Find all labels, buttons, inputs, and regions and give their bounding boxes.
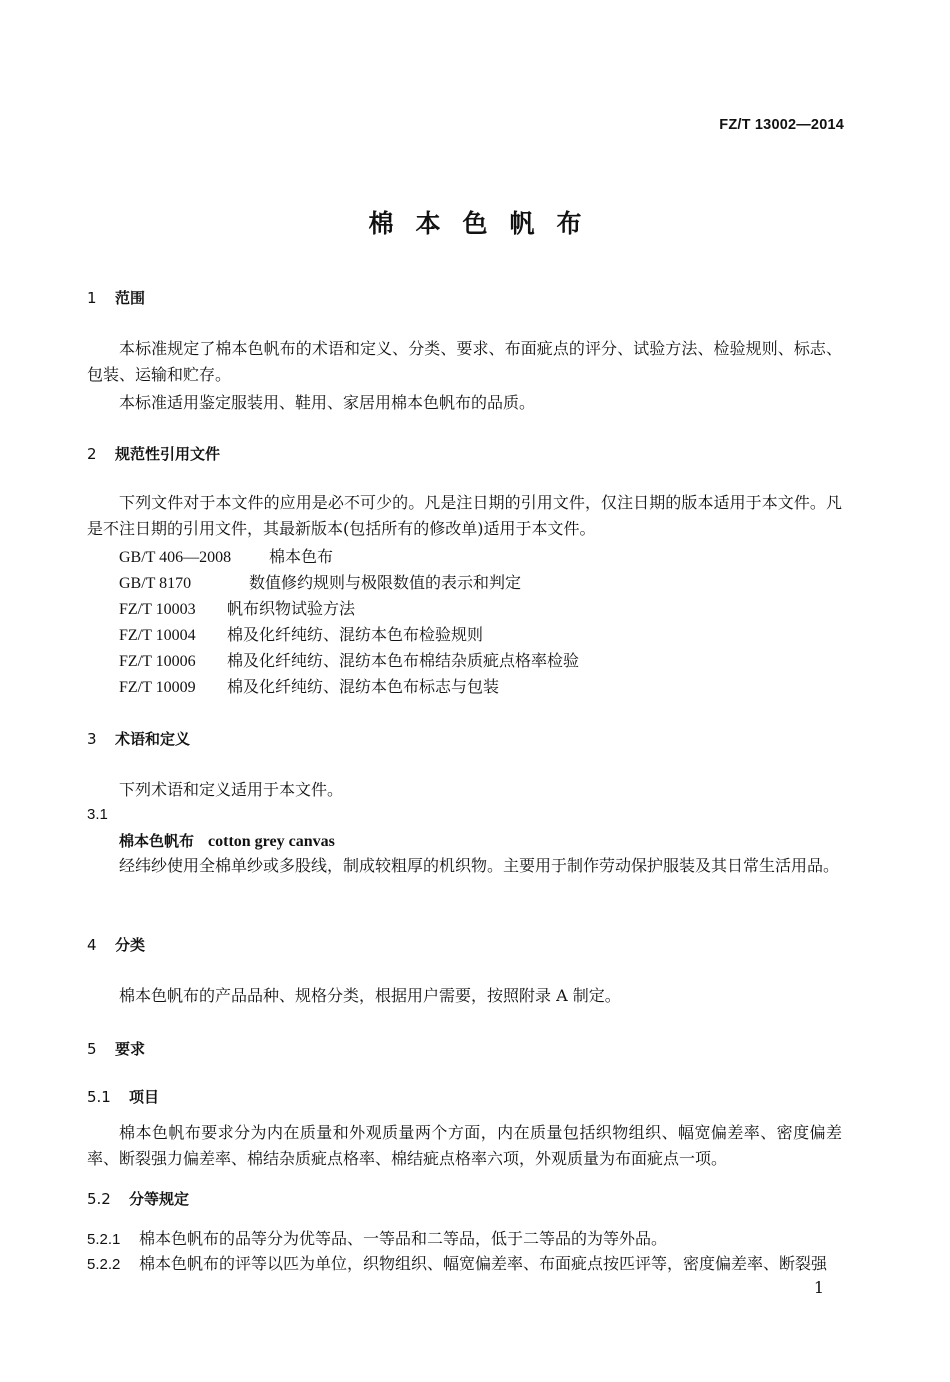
reference-code: GB/T 406—2008 xyxy=(119,549,232,566)
reference-title: 棉及化纤纯纺、混纺本色布检验规则 xyxy=(227,625,484,644)
section-title: 项目 xyxy=(129,1088,160,1106)
reference-title: 数值修约规则与极限数值的表示和判定 xyxy=(249,573,522,592)
reference-code: FZ/T 10009 xyxy=(119,679,196,696)
section-5-2-heading xyxy=(87,1188,189,1209)
section-title: 分类 xyxy=(115,936,146,954)
section-1-paragraph-2: 本标准适用鉴定服装用、鞋用、家居用棉本色帆布的品质。 xyxy=(119,393,536,412)
reference-item xyxy=(119,674,499,697)
section-number: 1 xyxy=(87,289,97,307)
reference-code: FZ/T 10003 xyxy=(119,601,196,618)
clause-text: 棉本色帆布的评等以匹为单位，织物组织、幅宽偏差率、布面疵点按匹评等，密度偏差率、断裂强 xyxy=(139,1254,828,1273)
clause-number: 5.2.2 xyxy=(87,1256,121,1273)
reference-title: 棉及化纤纯纺、混纺本色布标志与包装 xyxy=(227,677,500,696)
section-1-paragraph-1: 本标准规定了棉本色帆布的术语和定义、分类、要求、布面疵点的评分、试验方法、检验规则、标志、包装、运输和贮存。 xyxy=(87,339,842,384)
reference-item xyxy=(119,596,355,619)
reference-title: 帆布织物试验方法 xyxy=(227,599,356,618)
section-number: 3 xyxy=(87,730,97,748)
term-entry xyxy=(119,830,335,851)
section-5-heading xyxy=(87,1038,145,1059)
section-4-heading xyxy=(87,934,145,955)
section-3-heading xyxy=(87,728,190,749)
section-number: 2 xyxy=(87,445,97,463)
clause-5-2-1 xyxy=(87,1226,667,1249)
section-title: 分等规定 xyxy=(129,1190,190,1208)
section-number: 5.1 xyxy=(87,1088,111,1106)
reference-item xyxy=(119,622,483,645)
reference-item xyxy=(119,570,521,593)
section-title: 规范性引用文件 xyxy=(115,445,221,463)
section-title: 术语和定义 xyxy=(115,730,191,748)
section-number: 5 xyxy=(87,1040,97,1058)
section-title: 范围 xyxy=(115,289,146,307)
term-number: 3.1 xyxy=(87,806,108,823)
section-number: 5.2 xyxy=(87,1190,111,1208)
term-english: cotton grey canvas xyxy=(208,833,335,850)
section-number: 4 xyxy=(87,936,97,954)
reference-code: GB/T 8170 xyxy=(119,575,192,592)
section-2-paragraph-1: 下列文件对于本文件的应用是必不可少的。凡是注日期的引用文件，仅注日期的版本适用于本文件。凡是不注日期的引用文件，其最新版本(包括所有的修改单)适用于本文件。 xyxy=(87,493,842,538)
clause-number: 5.2.1 xyxy=(87,1231,121,1248)
reference-title: 棉及化纤纯纺、混纺本色布棉结杂质疵点格率检验 xyxy=(227,651,580,670)
section-1-heading xyxy=(87,287,145,308)
reference-item xyxy=(119,648,579,671)
section-5-1-heading xyxy=(87,1086,159,1107)
term-definition: 经纬纱使用全棉单纱或多股线，制成较粗厚的机织物。主要用于制作劳动保护服装及其日常生活用品。 xyxy=(119,856,840,875)
section-5-1-paragraph-1: 棉本色帆布要求分为内在质量和外观质量两个方面，内在质量包括织物组织、幅宽偏差率、密度偏差率、断裂强力偏差率、棉结杂质疵点格率、棉结疵点格率六项，外观质量为布面疵点一项。 xyxy=(87,1123,842,1168)
document-title: 棉本色帆布 xyxy=(368,209,604,238)
reference-item xyxy=(119,544,333,567)
reference-code: FZ/T 10004 xyxy=(119,627,196,644)
term-chinese: 棉本色帆布 xyxy=(119,832,195,850)
reference-title: 棉本色布 xyxy=(269,547,334,566)
standard-number: FZ/T 13002—2014 xyxy=(719,117,844,133)
clause-text: 棉本色帆布的品等分为优等品、一等品和二等品，低于二等品的为等外品。 xyxy=(139,1229,668,1248)
section-2-heading xyxy=(87,443,220,464)
section-4-paragraph-1: 棉本色帆布的产品品种、规格分类，根据用户需要，按照附录 A 制定。 xyxy=(119,986,621,1005)
page-number: 1 xyxy=(813,1278,824,1297)
section-3-paragraph-1: 下列术语和定义适用于本文件。 xyxy=(119,780,344,799)
clause-5-2-2 xyxy=(87,1251,827,1274)
section-title: 要求 xyxy=(115,1040,146,1058)
reference-code: FZ/T 10006 xyxy=(119,653,196,670)
